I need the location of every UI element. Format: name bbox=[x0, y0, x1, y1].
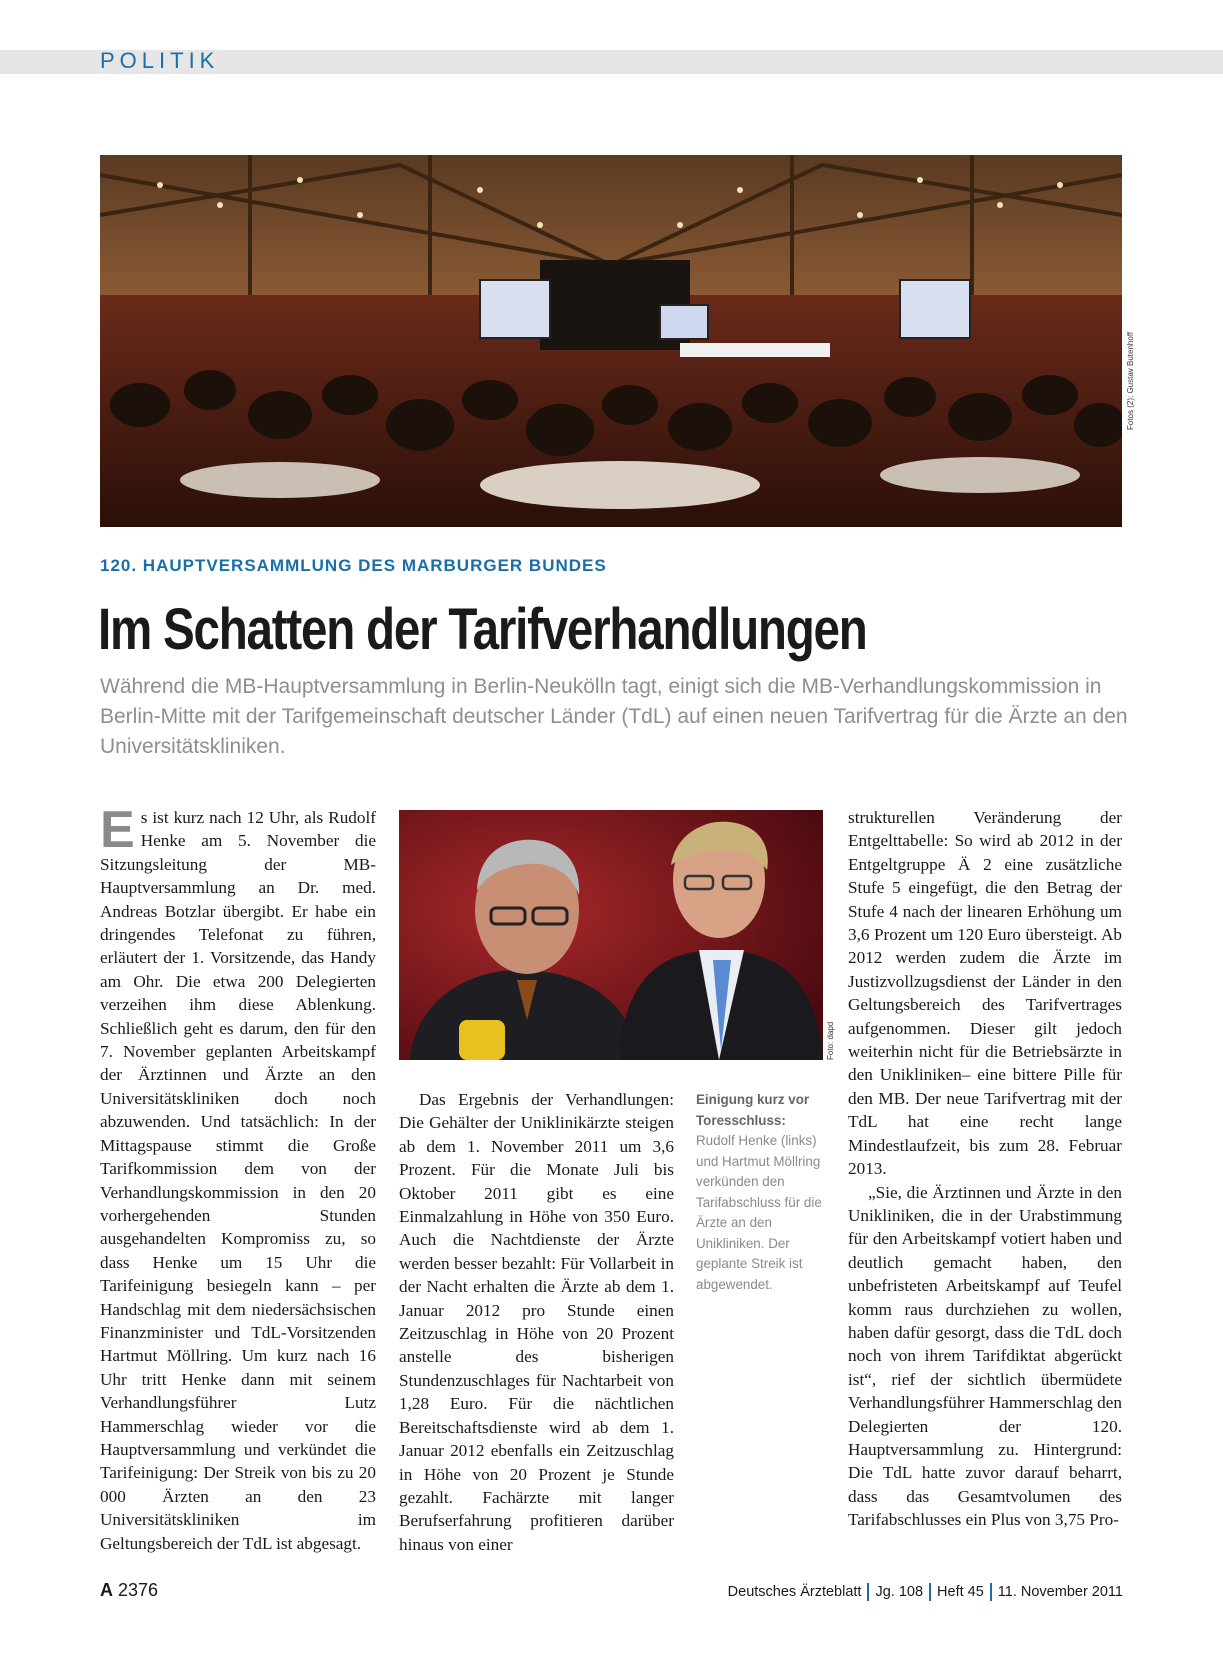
page-number-value: 2376 bbox=[118, 1580, 159, 1600]
photo-caption bbox=[696, 1090, 824, 1295]
publication-name: Deutsches Ärzteblatt bbox=[727, 1584, 862, 1600]
article-title: Im Schatten der Tarifverhandlungen bbox=[98, 597, 867, 662]
article-column-3 bbox=[848, 806, 1122, 1532]
footer-separator bbox=[990, 1583, 992, 1601]
article-column-1 bbox=[100, 801, 376, 1555]
press-photo-credit: Foto: dapd bbox=[826, 1021, 835, 1060]
publication-footer bbox=[728, 1583, 1123, 1601]
drop-cap: E bbox=[100, 801, 135, 859]
press-conference-photo bbox=[399, 810, 823, 1060]
section-label: POLITIK bbox=[100, 48, 220, 73]
page-prefix: A bbox=[100, 1580, 113, 1600]
article-paragraph-1: s ist kurz nach 12 Uhr, als Rudolf Henke am 5. November die Sitzungsleitung der MB-Hauptversammlung an Dr. med. Andreas Botzlar übergibt. Er habe ein dringendes Telefonat zu führen, erläutert der 1. Vorsitzende, das Handy am Ohr. Die etwa 200 Delegierten verzeihen ihm diese Ablenkung. Schließlich geht es darum, den für den 7. November geplanten Arbeitskampf der Ärztinnen und Ärzte an den Universitätskliniken doch noch abzuwenden. Und tatsächlich: In der Mittagspause stimmt die Große Tarifkommission dem von der Verhandlungskommission in den 20 vorhergehenden Stunden ausgehandelten Kompromiss zu, so dass Henke um 15 Uhr die Tarifeinigung besiegeln kann – per Handschlag mit dem niedersächsischen Finanzminister und TdL-Vorsitzenden Hartmut Möllring. Um kurz nach 16 Uhr tritt Henke dann mit seinem Verhandlungsführer Lutz Hammerschlag wieder vor die Hauptversammlung und verkündet die Tarifeinigung: Der Streik von bis zu 20 000 Ärzten an den 23 Universitätskliniken im Geltungsbereich der TdL ist abgesagt. bbox=[100, 808, 376, 1553]
publication-date: 11. November 2011 bbox=[997, 1584, 1123, 1600]
article-paragraph-3: strukturellen Veränderung der Entgelttabelle: So wird ab 2012 in der Entgeltgruppe Ä 2 eine zusätzliche Stufe 5 eingefügt, die den Betrag der Stufe 4 nach der linearen Erhöhung um 3,6 Prozent um 120 Euro übersteigt. Ab 2012 werden zudem die Ärzte im Justizvollzugsdienst der Länder in den Geltungsbereich des Tarifvertrages aufgenommen. Dieser gilt jedoch weiterhin nicht für die Betriebsärzte in den Unikliniken– eine bittere Pille für den MB. Der neue Tarifvertrag mit der TdL hat eine recht lange Mindestlaufzeit, bis zum 28. Februar 2013. bbox=[848, 808, 1122, 1179]
article-column-2 bbox=[399, 1088, 674, 1556]
caption-text: Rudolf Henke (links) und Hartmut Möllring verkünden den Tarifabschluss für die Ärzte an den Unikliniken. Der geplante Streik ist abgewendet. bbox=[696, 1133, 822, 1292]
publication-volume: Jg. 108 bbox=[875, 1584, 924, 1600]
page-number bbox=[100, 1580, 158, 1601]
footer-separator bbox=[929, 1583, 931, 1601]
footer-separator bbox=[867, 1583, 869, 1601]
hero-photo-credit: Fotos (2): Gustav Butenhoff bbox=[1126, 331, 1135, 430]
article-paragraph-4: „Sie, die Ärztinnen und Ärzte in den Unikliniken, die in der Urabstimmung für den Arbeitskampf votiert haben und deutlich gemacht haben, den unbefristeten Arbeitskampf auf Teufel komm raus durchziehen zu wollen, haben dafür gesorgt, dass die TdL doch noch von ihrem Tarifdiktat abgerückt ist“, rief der sichtlich übermüdete Verhandlungsführer Hammerschlag den Delegierten der 120. Hauptversammlung zu. Hintergrund: Die TdL hatte zuvor darauf beharrt, dass das Gesamtvolumen des Tarifabschlusses ein Plus von 3,75 Pro- bbox=[848, 1182, 1122, 1530]
caption-title: Einigung kurz vor Toresschluss: bbox=[696, 1092, 810, 1128]
article-lead: Während die MB-Hauptversammlung in Berlin-Neukölln tagt, einigt sich die MB-Verhandlungskommission in Berlin-Mitte mit der Tarifgemeinschaft deutscher Länder (TdL) auf einen neuen Tarifvertrag für die Ärzte an den Universitätskliniken. bbox=[100, 675, 1128, 758]
article-paragraph-2: Das Ergebnis der Verhandlungen: Die Gehälter der Uniklinikärzte steigen ab dem 1. November 2011 um 3,6 Prozent. Für die Monate Juli bis Oktober 2011 gibt es eine Einmalzahlung in Höhe von 350 Euro. Auch die Nachtdienste der Ärzte werden besser bezahlt: Für Vollarbeit in der Nacht erhalten die Ärzte ab dem 1. Januar 2012 pro Stunde einen Zeitzuschlag in Höhe von 20 Prozent anstelle des bisherigen Stundenzuschlages für Nachtarbeit von 1,28 Euro. Für die nächtlichen Bereitschaftsdienste wird ab dem 1. Januar 2012 ebenfalls ein Zeitzuschlag in Höhe von 20 Prozent je Stunde gezahlt. Fachärzte mit langer Berufserfahrung profitieren darüber hinaus von einer bbox=[399, 1090, 674, 1554]
conference-hall-photo bbox=[100, 155, 1122, 527]
article-kicker: 120. HAUPTVERSAMMLUNG DES MARBURGER BUNDES bbox=[100, 556, 607, 575]
conference-hall-illustration bbox=[100, 155, 1122, 527]
two-speakers-illustration bbox=[399, 810, 823, 1060]
publication-issue: Heft 45 bbox=[937, 1584, 984, 1600]
